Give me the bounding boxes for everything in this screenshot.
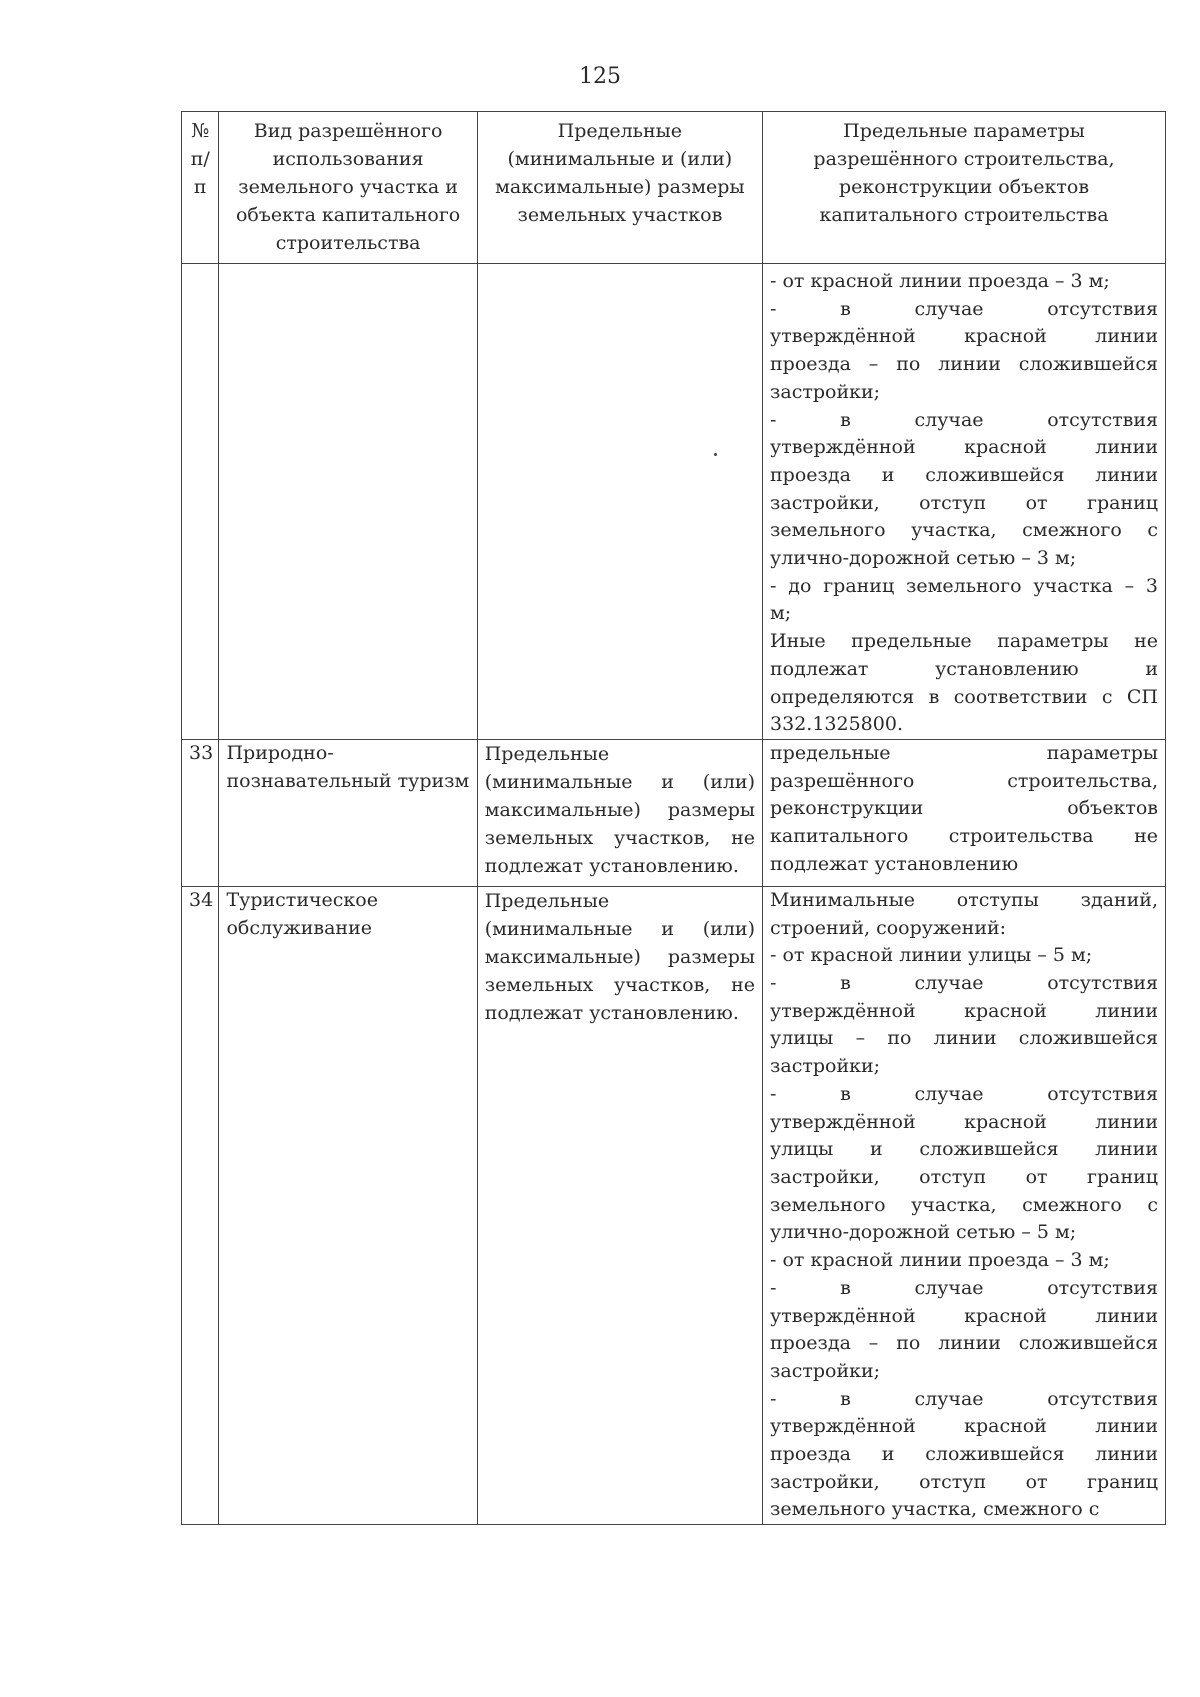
params-line: застройки, отступ от границ <box>770 1165 1158 1188</box>
header-number: № п/п <box>182 112 219 264</box>
params-line: предельные параметры <box>770 741 1158 764</box>
params-line: - от красной линии проезда – 3 м; <box>770 270 1110 292</box>
row-construction-params <box>763 739 1166 886</box>
params-line: - в случае отсутствия <box>770 1082 1158 1105</box>
params-line: проезда и сложившейся линии <box>770 1443 1158 1466</box>
table-row <box>182 264 1166 740</box>
row-number <box>182 264 219 740</box>
params-line: подлежат установлению и <box>770 657 1158 680</box>
params-line: застройки, отступ от границ <box>770 1470 1158 1493</box>
params-line: улично-дорожной сетью – 3 м; <box>770 547 1077 570</box>
row-usage-type: Природно-познавательный туризм <box>219 739 477 886</box>
params-line: утверждённой красной линии <box>770 1304 1158 1327</box>
params-line: утверждённой красной линии <box>770 1110 1158 1133</box>
params-line: утверждённой красной линии <box>770 325 1158 348</box>
row-plot-sizes: Предельные (минимальные и (или) максимальные) размеры земельных участков, не подлежат установлению. <box>477 886 762 1524</box>
params-line: определяются в соответствии с СП <box>770 685 1158 708</box>
row-usage-type <box>219 264 477 740</box>
header-usage-type: Вид разрешённого использования земельного участка и объекта капитального строительства <box>219 112 477 264</box>
params-line: реконструкции объектов <box>770 797 1158 820</box>
params-line: земельного участка, смежного с <box>770 1193 1158 1216</box>
params-line: Минимальные отступы зданий, <box>770 888 1158 911</box>
regulations-table <box>181 111 1166 1525</box>
params-line: - в случае отсутствия <box>770 408 1158 431</box>
params-line: проезда – по линии сложившейся <box>770 353 1158 376</box>
row-plot-sizes <box>477 264 762 740</box>
params-line: улицы и сложившейся линии <box>770 1138 1158 1161</box>
params-line: разрешённого строительства, <box>770 769 1158 792</box>
params-line: подлежат установлению <box>770 852 1019 875</box>
params-line: - в случае отсутствия <box>770 1387 1158 1410</box>
params-line: - от красной линии проезда – 3 м; <box>770 1249 1110 1272</box>
header-plot-sizes: Предельные (минимальные и (или) максимальные) размеры земельных участков <box>477 112 762 264</box>
params-line: - от красной линии улицы – 5 м; <box>770 944 1093 967</box>
params-line: застройки; <box>770 1359 881 1382</box>
table-row <box>182 739 1166 886</box>
params-line: Иные предельные параметры не <box>770 630 1158 653</box>
row-number: 33 <box>182 739 219 886</box>
params-line: - в случае отсутствия <box>770 297 1158 320</box>
row-number: 34 <box>182 886 219 1524</box>
params-line: - в случае отсутствия <box>770 1276 1158 1299</box>
row-construction-params <box>763 264 1166 740</box>
params-line: земельного участка, смежного с <box>770 519 1158 542</box>
params-line: м; <box>770 602 792 625</box>
params-line: утверждённой красной линии <box>770 436 1158 459</box>
params-line: земельного участка, смежного с <box>770 1498 1100 1521</box>
header-construction-params: Предельные параметры разрешённого строительства, реконструкции объектов капитального строительства <box>763 112 1166 264</box>
row-usage-type: Туристическое обслуживание <box>219 886 477 1524</box>
params-line: застройки; <box>770 380 881 403</box>
table-row <box>182 886 1166 1524</box>
params-line: капитального строительства не <box>770 825 1158 848</box>
params-line: застройки, отступ от границ <box>770 491 1158 514</box>
params-line: утверждённой красной линии <box>770 1415 1158 1438</box>
page-number: 125 <box>579 64 621 89</box>
params-line: утверждённой красной линии <box>770 999 1158 1022</box>
params-line: строений, сооружений: <box>770 916 1007 939</box>
params-line: 332.1325800. <box>770 713 903 736</box>
params-line: застройки; <box>770 1055 881 1078</box>
params-line: проезда – по линии сложившейся <box>770 1332 1158 1355</box>
params-line: улично-дорожной сетью – 5 м; <box>770 1221 1077 1244</box>
params-line: улицы – по линии сложившейся <box>770 1027 1158 1050</box>
params-line: - в случае отсутствия <box>770 972 1158 995</box>
params-line: проезда и сложившейся линии <box>770 463 1158 486</box>
table-header-row <box>182 112 1166 264</box>
params-line: - до границ земельного участка – 3 <box>770 574 1158 597</box>
row-construction-params <box>763 886 1166 1524</box>
row-plot-sizes: Предельные (минимальные и (или) максимальные) размеры земельных участков, не подлежат установлению. <box>477 739 762 886</box>
